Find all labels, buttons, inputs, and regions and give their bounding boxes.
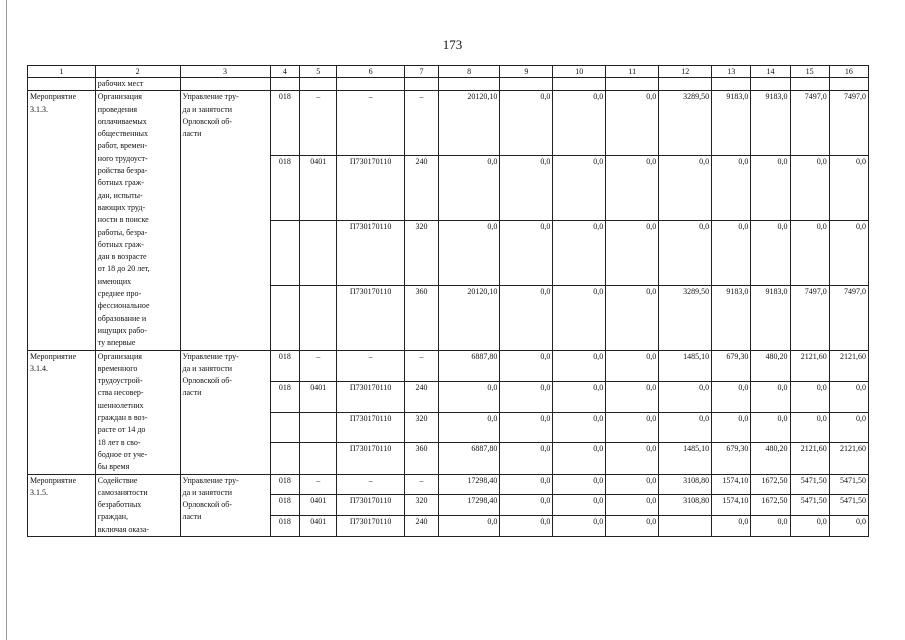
data-cell: 0,0 <box>500 156 553 221</box>
data-cell: 0,0 <box>553 156 606 221</box>
continuation-text: рабочих мест <box>95 78 180 91</box>
budget-table <box>27 65 869 537</box>
measure-name-line: бодное от уче- <box>97 449 148 459</box>
data-cell: 0,0 <box>553 285 606 350</box>
empty-cell <box>553 78 606 91</box>
data-cell: 2121,60 <box>790 350 829 381</box>
data-cell: – <box>337 91 405 156</box>
data-cell: 2121,60 <box>829 443 868 474</box>
measure-name-line: от 18 до 20 лет, <box>97 264 150 274</box>
data-cell: 018 <box>270 156 300 221</box>
executor-line: Управление тру- <box>182 475 239 485</box>
data-cell: 480,20 <box>751 443 790 474</box>
executor-cell <box>180 474 270 536</box>
data-cell: 0,0 <box>790 220 829 285</box>
data-cell: 0,0 <box>553 220 606 285</box>
column-number: 10 <box>553 66 606 78</box>
data-cell: – <box>300 91 337 156</box>
measure-name-line: шеннолетних <box>97 400 144 410</box>
data-cell: 0,0 <box>500 474 553 495</box>
measure-line: Мероприятие <box>30 92 77 102</box>
empty-cell <box>180 78 270 91</box>
executor-line: Управление тру- <box>182 92 239 102</box>
measure-name-line: оплачиваемых <box>97 116 147 126</box>
data-cell: 320 <box>405 495 439 516</box>
executor-line: Орловской об- <box>182 500 232 510</box>
measure-name-line: Организация <box>97 92 142 102</box>
data-cell: 20120,10 <box>438 285 499 350</box>
data-cell <box>300 220 337 285</box>
data-cell: 7497,0 <box>829 285 868 350</box>
data-cell <box>300 412 337 443</box>
executor-line: ласти <box>182 388 202 398</box>
data-cell: П730170110 <box>337 516 405 537</box>
data-cell: 0401 <box>300 156 337 221</box>
measure-name-line: фессиональное <box>97 301 150 311</box>
data-cell: 6887,80 <box>438 443 499 474</box>
data-cell: 0,0 <box>606 412 659 443</box>
column-number: 15 <box>790 66 829 78</box>
data-cell: 320 <box>405 412 439 443</box>
measure-name-line: ства несовер- <box>97 388 144 398</box>
data-cell: 0,0 <box>438 220 499 285</box>
data-cell: 018 <box>270 474 300 495</box>
data-cell <box>270 220 300 285</box>
column-number: 5 <box>300 66 337 78</box>
data-cell: П730170110 <box>337 156 405 221</box>
column-number: 3 <box>180 66 270 78</box>
data-cell: 0,0 <box>829 381 868 412</box>
data-cell: 0,0 <box>606 443 659 474</box>
measure-line: Мероприятие <box>30 475 77 485</box>
data-cell <box>300 285 337 350</box>
measure-name-line: общественных <box>97 129 149 139</box>
measure-name-line: Организация <box>97 351 142 361</box>
data-cell: 5471,50 <box>790 495 829 516</box>
empty-cell <box>829 78 868 91</box>
data-cell: 0,0 <box>553 381 606 412</box>
measure-name-line: ности в поиске <box>97 215 149 225</box>
data-cell: 0,0 <box>500 220 553 285</box>
data-cell: 9183,0 <box>712 91 751 156</box>
data-cell: 7497,0 <box>790 91 829 156</box>
measure-line: 3.1.5. <box>30 487 48 497</box>
empty-cell <box>28 78 96 91</box>
data-cell: 0,0 <box>606 381 659 412</box>
column-number: 11 <box>606 66 659 78</box>
empty-cell <box>606 78 659 91</box>
measure-name-line: граждан в воз- <box>97 413 148 423</box>
data-cell: 9183,0 <box>751 91 790 156</box>
measure-name-line: ного трудоуст- <box>97 153 148 163</box>
measure-name-cell <box>95 91 180 350</box>
empty-cell <box>500 78 553 91</box>
measure-line: 3.1.4. <box>30 363 48 373</box>
data-cell <box>300 443 337 474</box>
data-cell: 0,0 <box>829 220 868 285</box>
measure-name-line: 18 лет в сво- <box>97 437 141 447</box>
column-number: 6 <box>337 66 405 78</box>
data-cell: 0,0 <box>438 156 499 221</box>
data-cell: 17298,40 <box>438 495 499 516</box>
data-cell: П730170110 <box>337 285 405 350</box>
empty-cell <box>337 78 405 91</box>
data-cell: 018 <box>270 91 300 156</box>
data-cell: 0,0 <box>712 156 751 221</box>
data-cell: 0,0 <box>553 412 606 443</box>
measure-cell <box>28 350 96 474</box>
data-cell: 360 <box>405 443 439 474</box>
data-cell: 0,0 <box>712 516 751 537</box>
data-cell: 0,0 <box>712 412 751 443</box>
data-cell: 0,0 <box>659 381 712 412</box>
data-cell: 17298,40 <box>438 474 499 495</box>
continuation-row <box>28 78 869 91</box>
empty-cell <box>751 78 790 91</box>
empty-cell <box>659 78 712 91</box>
data-cell: 018 <box>270 516 300 537</box>
measure-name-cell <box>95 474 180 536</box>
data-cell: – <box>300 474 337 495</box>
empty-cell <box>405 78 439 91</box>
measure-name-line: работ, времен- <box>97 141 148 151</box>
data-cell: – <box>337 474 405 495</box>
data-cell: 0,0 <box>712 381 751 412</box>
measure-name-line: трудоустрой- <box>97 376 143 386</box>
data-cell: 480,20 <box>751 350 790 381</box>
page-left-border <box>6 0 7 640</box>
data-cell: 0,0 <box>553 516 606 537</box>
data-cell: – <box>405 474 439 495</box>
data-cell: П730170110 <box>337 495 405 516</box>
empty-cell <box>438 78 499 91</box>
empty-cell <box>790 78 829 91</box>
executor-line: да и занятости <box>182 363 233 373</box>
data-cell: 1485,10 <box>659 443 712 474</box>
executor-cell <box>180 91 270 350</box>
measure-name-line: ботных граж- <box>97 178 144 188</box>
data-cell: 0,0 <box>500 412 553 443</box>
data-cell: 0,0 <box>751 381 790 412</box>
data-cell: 0,0 <box>659 412 712 443</box>
measure-name-line: ботных граж- <box>97 239 144 249</box>
data-cell: 1672,50 <box>751 474 790 495</box>
data-cell: 5471,50 <box>829 474 868 495</box>
data-cell: 018 <box>270 381 300 412</box>
data-cell: 240 <box>405 516 439 537</box>
measure-name-line: ту впервые <box>97 338 136 348</box>
executor-line: Орловской об- <box>182 376 232 386</box>
executor-line: да и занятости <box>182 487 233 497</box>
executor-cell <box>180 350 270 474</box>
data-cell: 0,0 <box>438 381 499 412</box>
data-cell: 0,0 <box>751 220 790 285</box>
table-body <box>28 78 869 537</box>
data-cell: 0,0 <box>606 516 659 537</box>
data-cell: 018 <box>270 495 300 516</box>
data-cell: 0,0 <box>438 412 499 443</box>
executor-line: Орловской об- <box>182 116 232 126</box>
data-cell: 2121,60 <box>790 443 829 474</box>
data-cell: 0401 <box>300 381 337 412</box>
data-cell: 0,0 <box>829 516 868 537</box>
data-cell: 0,0 <box>751 516 790 537</box>
column-number: 16 <box>829 66 868 78</box>
data-cell: П730170110 <box>337 381 405 412</box>
data-cell: 0,0 <box>606 156 659 221</box>
data-cell: 0,0 <box>500 443 553 474</box>
data-cell: – <box>405 91 439 156</box>
data-cell <box>270 285 300 350</box>
data-cell: 3289,50 <box>659 91 712 156</box>
measure-line: 3.1.3. <box>30 104 48 114</box>
measure-name-line: расте от 14 до <box>97 425 146 435</box>
measure-name-line: безработных <box>97 500 142 510</box>
empty-cell <box>712 78 751 91</box>
data-cell <box>270 412 300 443</box>
column-number: 13 <box>712 66 751 78</box>
data-cell: 5471,50 <box>790 474 829 495</box>
data-cell: 3108,80 <box>659 495 712 516</box>
data-cell: 3108,80 <box>659 474 712 495</box>
data-cell: 0,0 <box>790 381 829 412</box>
measure-name-line: ищущих рабо- <box>97 325 147 335</box>
data-cell: 0,0 <box>659 156 712 221</box>
column-number: 1 <box>28 66 96 78</box>
data-cell: 6887,80 <box>438 350 499 381</box>
data-cell: 9183,0 <box>751 285 790 350</box>
data-cell: 0,0 <box>751 412 790 443</box>
measure-cell <box>28 474 96 536</box>
data-cell: 0,0 <box>500 285 553 350</box>
measure-name-line: Содействие <box>97 475 138 485</box>
column-number: 7 <box>405 66 439 78</box>
measure-name-line: имеющих <box>97 276 132 286</box>
data-cell: – <box>300 350 337 381</box>
data-cell: 1672,50 <box>751 495 790 516</box>
data-cell: 240 <box>405 156 439 221</box>
data-cell: 240 <box>405 381 439 412</box>
data-cell: 0,0 <box>553 350 606 381</box>
data-cell: 0,0 <box>553 474 606 495</box>
data-cell: 0,0 <box>712 220 751 285</box>
data-cell: 0,0 <box>606 220 659 285</box>
measure-name-line: дан в возрасте <box>97 252 147 262</box>
data-cell <box>270 443 300 474</box>
data-cell: 0,0 <box>500 495 553 516</box>
data-cell: 0,0 <box>606 285 659 350</box>
data-cell: 0,0 <box>553 443 606 474</box>
data-cell: 0,0 <box>606 91 659 156</box>
measure-name-line: самозанятости <box>97 487 148 497</box>
data-cell: 0,0 <box>790 412 829 443</box>
table-row <box>28 350 869 381</box>
data-cell: П730170110 <box>337 443 405 474</box>
page-number: 173 <box>442 37 463 52</box>
data-cell: П730170110 <box>337 220 405 285</box>
measure-name-line: образование и <box>97 313 147 323</box>
measure-name-line: временного <box>97 363 138 373</box>
measure-name-line: бы время <box>97 462 130 472</box>
data-cell: 0,0 <box>500 350 553 381</box>
data-cell: 1574,10 <box>712 474 751 495</box>
data-cell: 679,30 <box>712 443 751 474</box>
data-cell: 0,0 <box>606 474 659 495</box>
data-cell: 1574,10 <box>712 495 751 516</box>
data-cell: 5471,50 <box>829 495 868 516</box>
measure-name-line: вающих труд- <box>97 202 146 212</box>
data-cell: 0401 <box>300 516 337 537</box>
measure-name-line: включая оказа- <box>97 524 150 534</box>
data-cell: 7497,0 <box>829 91 868 156</box>
data-cell: 1485,10 <box>659 350 712 381</box>
data-cell: П730170110 <box>337 412 405 443</box>
executor-line: ласти <box>182 512 202 522</box>
data-cell: 2121,60 <box>829 350 868 381</box>
data-cell: 0,0 <box>829 412 868 443</box>
executor-line: да и занятости <box>182 104 233 114</box>
data-cell: 0,0 <box>606 350 659 381</box>
data-cell: 0,0 <box>553 91 606 156</box>
table-row <box>28 91 869 156</box>
data-cell: 0,0 <box>553 495 606 516</box>
column-number: 2 <box>95 66 180 78</box>
data-cell: 7497,0 <box>790 285 829 350</box>
executor-line: ласти <box>182 129 202 139</box>
column-number: 12 <box>659 66 712 78</box>
measure-name-line: граждан, <box>97 512 129 522</box>
data-cell: 679,30 <box>712 350 751 381</box>
executor-line: Управление тру- <box>182 351 239 361</box>
data-cell: 360 <box>405 285 439 350</box>
data-cell: 0,0 <box>829 156 868 221</box>
empty-cell <box>300 78 337 91</box>
measure-cell <box>28 91 96 350</box>
measure-name-line: ройства безра- <box>97 166 148 176</box>
data-cell: 018 <box>270 350 300 381</box>
measure-name-line: проведения <box>97 104 138 114</box>
measure-name-line: среднее про- <box>97 289 142 299</box>
data-cell: 0,0 <box>751 156 790 221</box>
data-cell: 0,0 <box>438 516 499 537</box>
data-cell: 3289,50 <box>659 285 712 350</box>
column-number: 4 <box>270 66 300 78</box>
data-cell: 0,0 <box>659 220 712 285</box>
column-number: 8 <box>438 66 499 78</box>
data-cell: 0401 <box>300 495 337 516</box>
data-cell: 0,0 <box>790 516 829 537</box>
data-cell: 320 <box>405 220 439 285</box>
table-row <box>28 474 869 495</box>
data-cell: – <box>405 350 439 381</box>
data-cell: 0,0 <box>790 156 829 221</box>
data-cell <box>659 516 712 537</box>
data-cell: 0,0 <box>500 381 553 412</box>
empty-cell <box>270 78 300 91</box>
table-header <box>28 66 869 78</box>
header-row <box>28 66 869 78</box>
measure-name-cell <box>95 350 180 474</box>
data-cell: 0,0 <box>500 516 553 537</box>
data-cell: 0,0 <box>606 495 659 516</box>
column-number: 9 <box>500 66 553 78</box>
measure-name-line: дан, испыты- <box>97 190 143 200</box>
data-cell: 0,0 <box>500 91 553 156</box>
measure-line: Мероприятие <box>30 351 77 361</box>
data-cell: 20120,10 <box>438 91 499 156</box>
column-number: 14 <box>751 66 790 78</box>
data-cell: 9183,0 <box>712 285 751 350</box>
data-cell: – <box>337 350 405 381</box>
measure-name-line: работы, безра- <box>97 227 148 237</box>
